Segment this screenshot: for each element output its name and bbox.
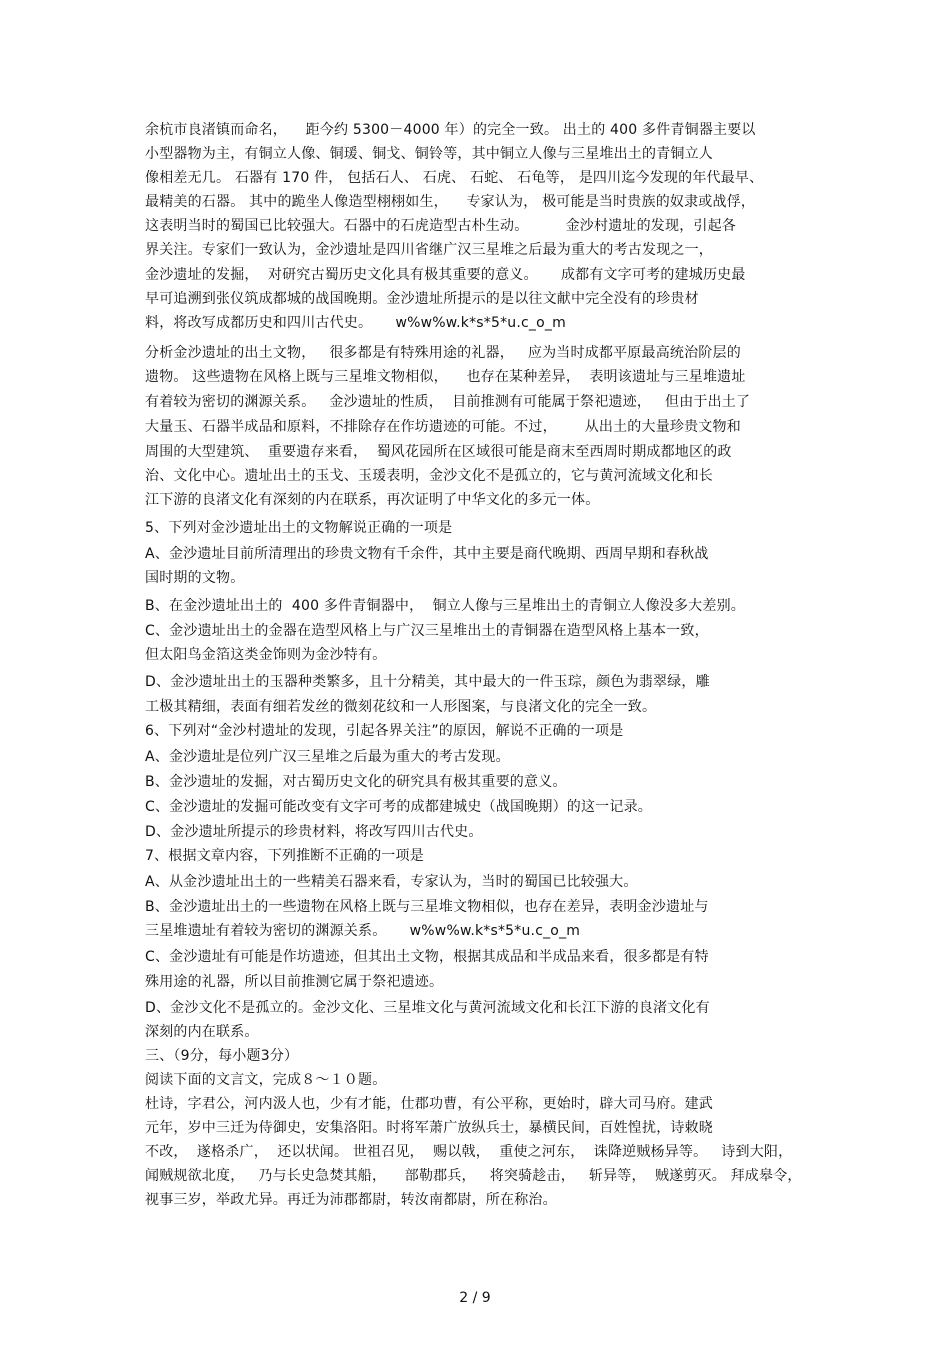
option-c: C、金沙遗址有可能是作坊遗迹，但其出土文物，根据其成品和半成品来看，很多都是有特 bbox=[145, 949, 709, 965]
text-line: 小型器物为主，有铜立人像、铜瑗、铜戈、铜铃等，其中铜立人像与三星堆出土的青铜立人 bbox=[145, 146, 713, 162]
section-heading: 三、（9分，每小题3分） bbox=[145, 1048, 299, 1064]
page-number: 2 / 9 bbox=[459, 1290, 491, 1306]
text-line: 余杭市良渚镇而命名， 距今约 5300－4000 年）的完全一致。 出土的 400 多件青铜器主要以 bbox=[145, 122, 756, 138]
option-d-cont: 深刻的内在联系。 bbox=[145, 1024, 259, 1040]
text-line: 像相差无几。 石器有 170 件， 包括石人、 石虎、 石蛇、 石龟等， 是四川迄今发现的年代最早、 bbox=[145, 170, 764, 186]
text-line: 这表明当时的蜀国已比较强大。石器中的石虎造型古朴生动。 金沙村遗址的发现，引起各 bbox=[145, 218, 736, 234]
text-line: 料，将改写成都历史和四川古代史。 w%w%w.k*s*5*u.c_o_m bbox=[145, 315, 566, 331]
option-d: D、金沙文化不是孤立的。金沙文化、三星堆文化与黄河流域文化和长江下游的良渚文化有 bbox=[145, 1000, 710, 1016]
text-line: 闻贼规欲北度， 乃与长史急焚其船， 部勒郡兵， 将突骑趁击， 斩异等， 贼遂剪灭。 拜成皋令， bbox=[145, 1168, 802, 1184]
question-6: 6、下列对“金沙村遗址的发现，引起各界关注”的原因，解说不正确的一项是 bbox=[145, 723, 624, 739]
option-c-cont: 殊用途的礼器，所以目前推测它属于祭祀遗迹。 bbox=[145, 974, 444, 990]
text-line: 治、文化中心。遗址出土的玉戈、玉瑗表明，金沙文化不是孤立的，它与黄河流域文化和长 bbox=[145, 468, 713, 484]
text-line: 界关注。专家们一致认为，金沙遗址是四川省继广汉三星堆之后最为重大的考古发现之一， bbox=[145, 242, 713, 258]
option-b: B、在金沙遗址出土的 400 多件青铜器中， 铜立人像与三星堆出土的青铜立人像没多大差别。 bbox=[145, 598, 745, 614]
question-7: 7、根据文章内容，下列推断不正确的一项是 bbox=[145, 848, 424, 864]
text-line: 分析金沙遗址的出土文物， 很多都是有特殊用途的礼器， 应为当时成都平原最高统治阶层的 bbox=[145, 345, 741, 361]
text-line: 有着较为密切的渊源关系。 金沙遗址的性质， 目前推测有可能属于祭祀遗迹， 但由于出土了 bbox=[145, 394, 751, 410]
option-b-cont: 三星堆遗址有着较为密切的渊源关系。 w%w%w.k*s*5*u.c_o_m bbox=[145, 923, 581, 939]
text-line: 江下游的良渚文化有深刻的内在联系，再次证明了中华文化的多元一体。 bbox=[145, 492, 600, 508]
text-line: 周围的大型建筑、 重要遗存来看， 蜀风花园所在区域很可能是商末至西周时期成都地区的政 bbox=[145, 444, 732, 460]
option-a: A、金沙遗址是位列广汉三星堆之后最为重大的考古发现。 bbox=[145, 749, 510, 765]
text-line: 最精美的石器。 其中的跪坐人像造型栩栩如生， 专家认为， 极可能是当时贵族的奴隶或战俘， bbox=[145, 194, 756, 210]
option-d: D、金沙遗址出土的玉器种类繁多，且十分精美，其中最大的一件玉琮，颜色为翡翠绿，雕 bbox=[145, 674, 710, 690]
instruction: 阅读下面的文言文，完成８～１０题。 bbox=[145, 1072, 387, 1088]
question-5: 5、下列对金沙遗址出土的文物解说正确的一项是 bbox=[145, 520, 453, 536]
option-a: A、从金沙遗址出土的一些精美石器来看，专家认为，当时的蜀国已比较强大。 bbox=[145, 874, 638, 890]
option-c: C、金沙遗址的发掘可能改变有文字可考的成都建城史（战国晚期）的这一记录。 bbox=[145, 799, 652, 815]
option-d: D、金沙遗址所提示的珍贵材料，将改写四川古代史。 bbox=[145, 824, 483, 840]
option-d-cont: 工极其精细，表面有细若发丝的微刻花纹和一人形图案，与良渚文化的完全一致。 bbox=[145, 699, 657, 715]
option-b: B、金沙遗址出土的一些遗物在风格上既与三星堆文物相似，也存在差异，表明金沙遗址与 bbox=[145, 899, 709, 915]
option-a-cont: 国时期的文物。 bbox=[145, 570, 245, 586]
text-line: 金沙遗址的发掘， 对研究古蜀历史文化具有极其重要的意义。 成都有文字可考的建城历史最 bbox=[145, 267, 746, 283]
option-a: A、金沙遗址目前所清理出的珍贵文物有千余件，其中主要是商代晚期、西周早期和春秋战 bbox=[145, 546, 709, 562]
text-line: 不改， 遂格杀广， 还以状闻。 世祖召见， 赐以戟， 重使之河东， 诛降逆贼杨异等。 诗到大阳， bbox=[145, 1144, 793, 1160]
text-line: 杜诗，字君公，河内汲人也，少有才能，仕郡功曹，有公平称，更始时，辟大司马府。建武 bbox=[145, 1096, 713, 1112]
text-line: 大量玉、石器半成品和原料，不排除存在作坊遗迹的可能。不过， 从出土的大量珍贵文物和 bbox=[145, 419, 741, 435]
option-b: B、金沙遗址的发掘，对古蜀历史文化的研究具有极其重要的意义。 bbox=[145, 774, 567, 790]
text-line: 早可追溯到张仪筑成都城的战国晚期。金沙遗址所提示的是以往文献中完全没有的珍贵材 bbox=[145, 291, 699, 307]
text-line: 遗物。 这些遗物在风格上既与三星堆文物相似， 也存在某种差异， 表明该遗址与三星堆遗址 bbox=[145, 369, 746, 385]
text-line: 元年，岁中三迁为侍御史，安集洛阳。时将军萧广放纵兵士，暴横民间，百姓惶扰，诗敕晓 bbox=[145, 1120, 713, 1136]
text-line: 视事三岁，举政尤异。再迁为沛郡都尉，转汝南都尉，所在称治。 bbox=[145, 1192, 557, 1208]
option-c-cont: 但太阳鸟金箔这类金饰则为金沙特有。 bbox=[145, 647, 387, 663]
option-c: C、金沙遗址出土的金器在造型风格上与广汉三星堆出土的青铜器在造型风格上基本一致， bbox=[145, 623, 709, 639]
